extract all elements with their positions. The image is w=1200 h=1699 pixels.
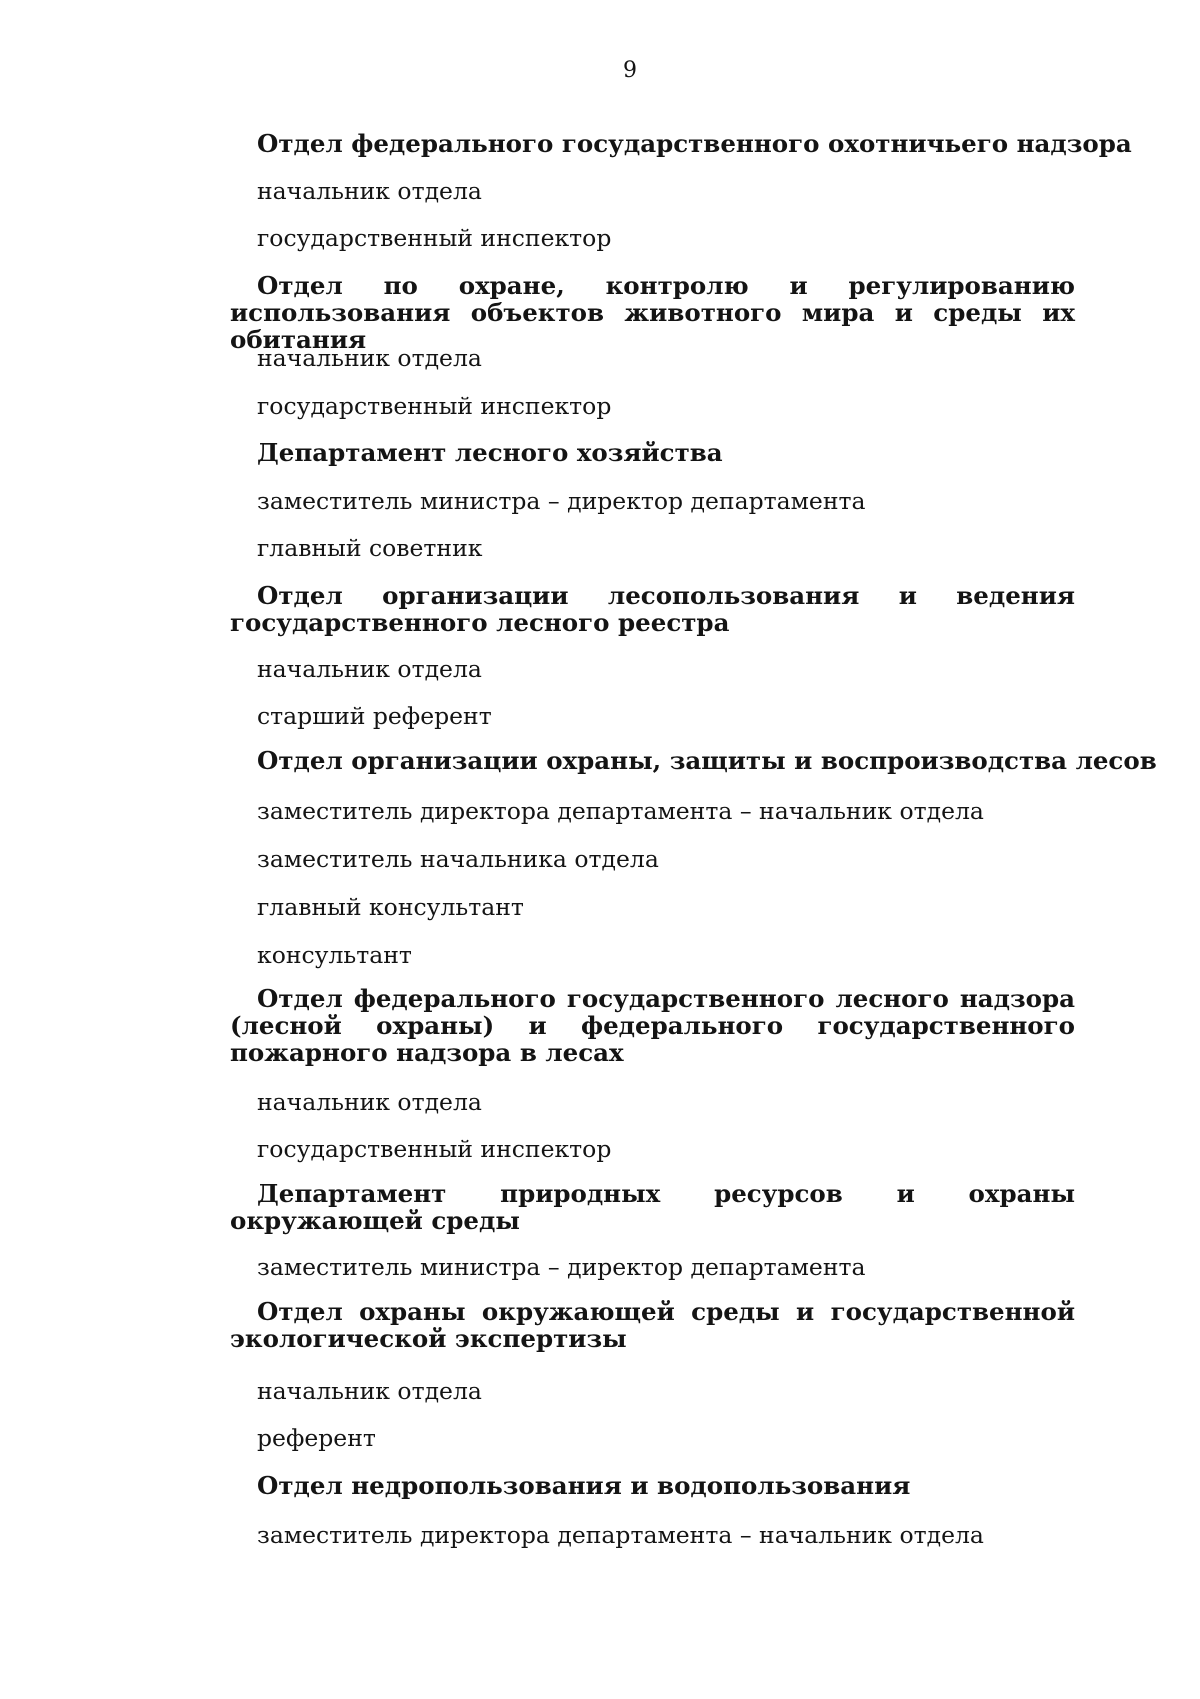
position-line: начальник отдела [257, 1088, 482, 1116]
section-heading: Отдел охраны окружающей среды и государственной экологической экспертизы [230, 1297, 1075, 1353]
section-heading: Отдел недропользования и водопользования [257, 1471, 911, 1500]
position-line: заместитель начальника отдела [257, 845, 659, 873]
position-line: государственный инспектор [257, 224, 612, 252]
position-line: начальник отдела [257, 655, 482, 683]
position-line: заместитель директора департамента – начальник отдела [257, 797, 984, 825]
section-heading: Отдел по охране, контролю и регулированию использования объектов животного мира и среды их обитания [230, 271, 1075, 354]
section-heading: Департамент лесного хозяйства [257, 438, 723, 467]
position-line: главный советник [257, 534, 483, 562]
section-heading: Отдел федерального государственного лесного надзора (лесной охраны) и федерального государственного пожарного надзора в лесах [230, 984, 1075, 1067]
position-line: начальник отдела [257, 344, 482, 372]
section-heading: Отдел организации лесопользования и ведения государственного лесного реестра [230, 581, 1075, 637]
position-line: референт [257, 1424, 376, 1452]
position-line: заместитель министра – директор департамента [257, 487, 866, 515]
position-line: заместитель директора департамента – начальник отдела [257, 1521, 984, 1549]
section-heading: Отдел организации охраны, защиты и воспроизводства лесов [257, 746, 1157, 775]
position-line: начальник отдела [257, 1377, 482, 1405]
section-heading: Департамент природных ресурсов и охраны окружающей среды [230, 1179, 1075, 1235]
section-heading: Отдел федерального государственного охотничьего надзора [257, 129, 1132, 158]
position-line: государственный инспектор [257, 1135, 612, 1163]
position-line: главный консультант [257, 893, 524, 921]
page-number: 9 [623, 58, 637, 83]
position-line: консультант [257, 941, 412, 969]
position-line: старший референт [257, 702, 492, 730]
position-line: начальник отдела [257, 177, 482, 205]
position-line: заместитель министра – директор департамента [257, 1253, 866, 1281]
position-line: государственный инспектор [257, 392, 612, 420]
